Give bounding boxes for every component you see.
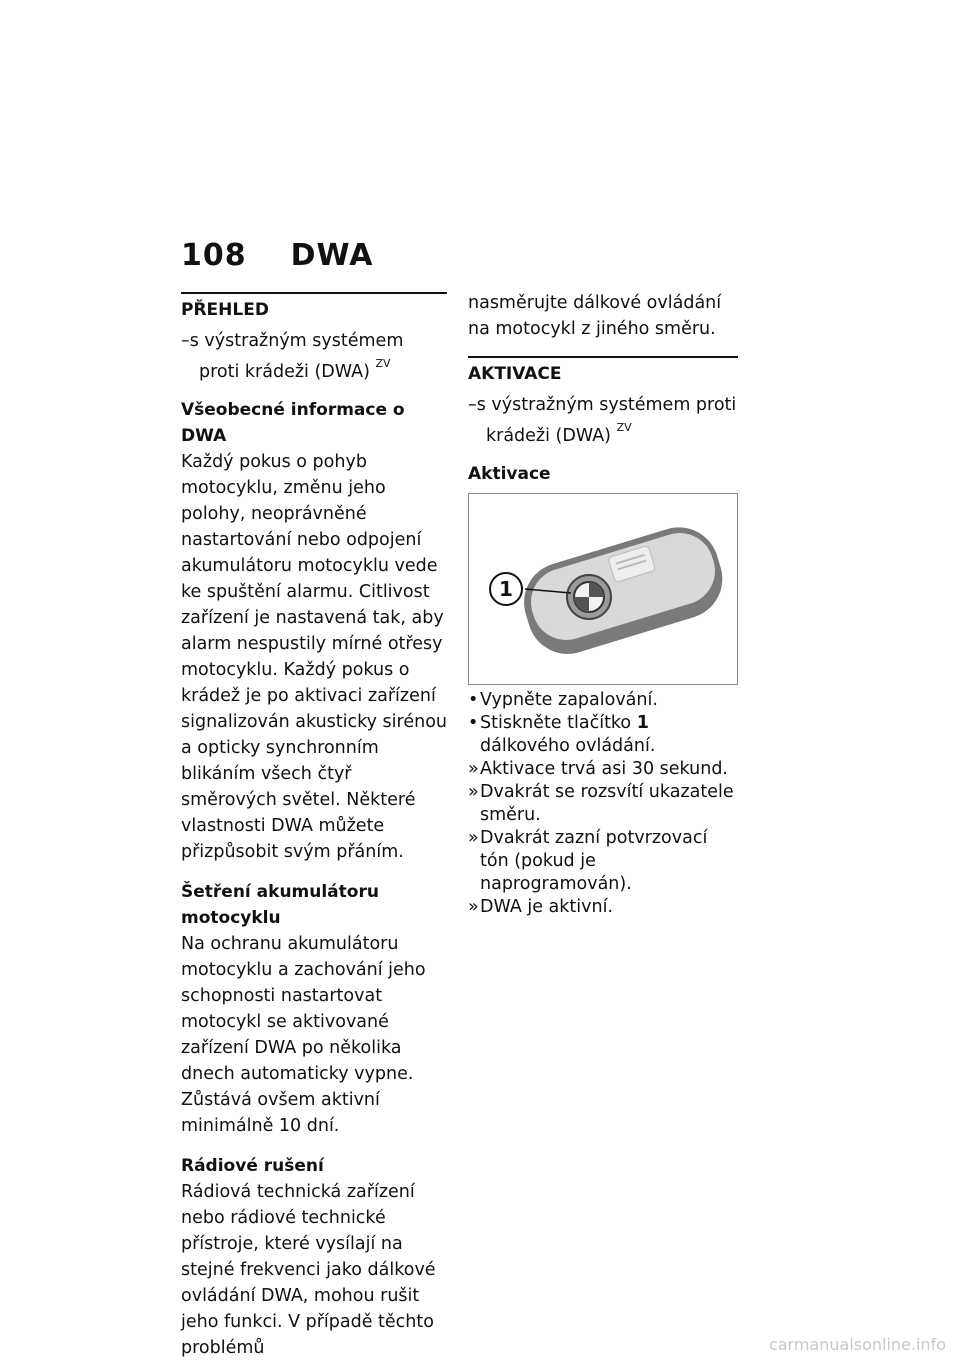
radio-text: Rádiová technická zařízení nebo rádiové technické přístroje, které vysílají na stejné frekvenci jako dálkové ovládání DWA, mohou rušit jeho funkci. V případě těchto problémů <box>181 1181 436 1358</box>
step-text: Dvakrát zazní potvrzovací tón (pokud je naprogramován). <box>480 827 708 894</box>
general-text: Každý pokus o pohyb motocyklu, změnu jeho polohy, neoprávněné nastartování nebo odpojení akumulátoru motocyklu vede ke spuštění alarmu. Citlivost zařízení je nastavená tak, aby alarm nespustily mírné otřesy motocyklu. Každý pokus o krádež je po aktivaci zařízení signalizován akusticky sirénou a opticky synchronním blikáním všech čtyř směrových světel. Některé vlastnosti DWA můžete přizpůsobit svým přáním. <box>181 451 448 862</box>
equipment-note-text: s výstražným systémem proti krádeži (DWA) <box>189 331 404 382</box>
list-item <box>468 758 738 781</box>
result-mark: » <box>468 896 479 917</box>
equipment-note-text: s výstražným systémem proti krádeži (DWA) <box>476 395 737 446</box>
list-item <box>468 689 738 712</box>
step-text: Vypněte zapalování. <box>480 689 658 710</box>
bullet-mark: • <box>468 712 479 733</box>
equipment-note-superscript: ZV <box>375 357 391 370</box>
list-item <box>468 827 738 896</box>
result-mark: » <box>468 827 479 848</box>
list-item <box>468 781 738 827</box>
equipment-note-superscript: ZV <box>616 421 632 434</box>
callout-number: 1 <box>499 576 513 601</box>
page-title: DWA <box>290 238 374 273</box>
general-heading: Všeobecné informace o DWA <box>181 399 405 446</box>
step-text: Aktivace trvá asi 30 sekund. <box>480 758 728 779</box>
radio-heading: Rádiové rušení <box>181 1155 324 1176</box>
battery-text: Na ochranu akumulátoru motocyklu a zachování jeho schopnosti nastartovat motocykl se aktivované zařízení DWA po několika dnech automaticky vypne. Zůstává ovšem aktivní minimálně 10 dní. <box>181 933 426 1136</box>
activation-steps <box>468 689 738 919</box>
section-title-activation: AKTIVACE <box>468 364 562 384</box>
remote-key-figure <box>468 493 738 685</box>
left-column <box>181 292 447 1361</box>
step-text-part: dálkového ovládání. <box>480 735 656 756</box>
equipment-note: –s výstražným systémem proti krádeži (DWA) $^{ZV}$ <box>468 395 737 446</box>
bullet-mark: • <box>468 689 479 710</box>
step-text: DWA je aktivní. <box>480 896 614 917</box>
result-mark: » <box>468 781 479 802</box>
page-number: 108 <box>181 238 247 273</box>
section-title-overview: PŘEHLED <box>181 300 269 320</box>
step-text: Dvakrát se rozsvítí ukazatele směru. <box>480 781 734 825</box>
list-item <box>468 712 738 758</box>
list-item <box>468 896 738 919</box>
battery-heading: Šetření akumulátoru motocyklu <box>181 881 379 928</box>
right-column <box>468 292 738 919</box>
step-text-part: Stiskněte tlačítko <box>480 712 637 733</box>
section-rule <box>468 356 738 358</box>
result-mark: » <box>468 758 479 779</box>
page-header <box>181 238 374 282</box>
watermark-url: carmanualsonline.info <box>768 1335 946 1354</box>
step-text <box>480 712 738 758</box>
step-callout-ref: 1 <box>636 712 649 733</box>
remote-key-illustration <box>469 494 737 684</box>
continuation-text: nasměrujte dálkové ovládání na motocykl z jiného směru. <box>468 293 722 339</box>
activation-heading: Aktivace <box>468 463 551 484</box>
equipment-note: –s výstražným systémem proti krádeži (DWA) $^{ZV}$ <box>181 331 404 382</box>
section-rule <box>181 292 447 294</box>
